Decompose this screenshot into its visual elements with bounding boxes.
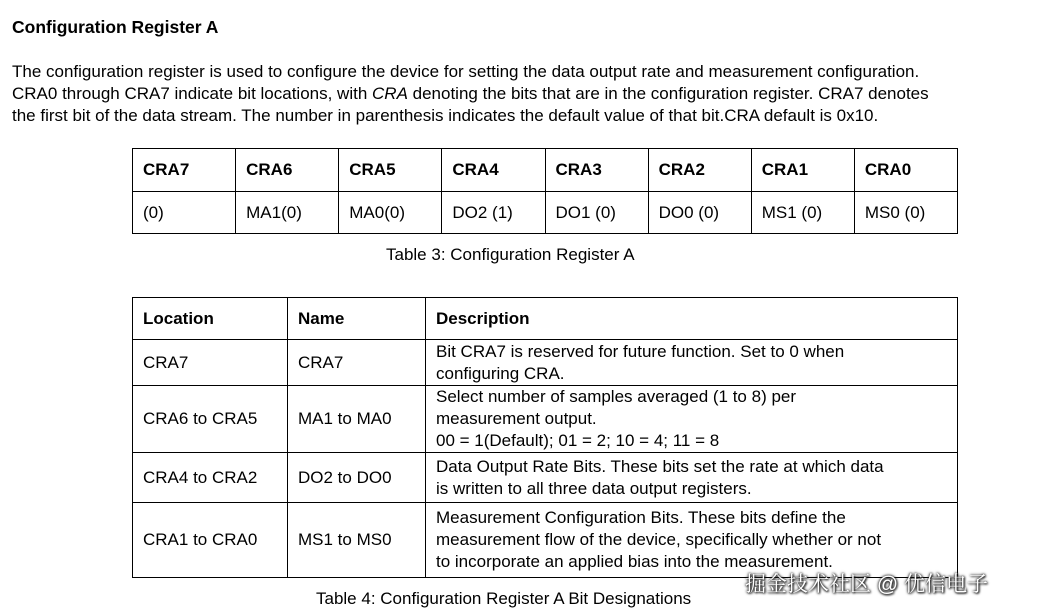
- description-line: Measurement Configuration Bits. These bits define the: [436, 508, 846, 527]
- location-cell: CRA4 to CRA2: [133, 453, 288, 503]
- name-cell: CRA7: [288, 340, 426, 386]
- table-caption: Table 4: Configuration Register A Bit Designations: [316, 589, 692, 608]
- header-cell: CRA5: [339, 149, 442, 192]
- description-cell: [426, 386, 958, 453]
- table-row: [133, 192, 958, 234]
- name-cell: DO2 to DO0: [288, 453, 426, 503]
- paragraph-line: the first bit of the data stream. The number in parenthesis indicates the default value of that bit.CRA default is 0x10.: [12, 106, 879, 125]
- table-header-row: [133, 149, 958, 192]
- description-line: to incorporate an applied bias into the measurement.: [436, 552, 833, 571]
- table-cell: (0): [133, 192, 236, 234]
- paragraph-line: The configuration register is used to configure the device for setting the data output rate and measurement configuration.: [12, 62, 920, 81]
- register-bits-table: [132, 148, 958, 234]
- header-cell: CRA1: [751, 149, 854, 192]
- location-cell: CRA7: [133, 340, 288, 386]
- table-header-row: [133, 298, 958, 340]
- header-cell: CRA3: [545, 149, 648, 192]
- section-heading: Configuration Register A: [12, 17, 219, 37]
- table-row: [133, 453, 958, 503]
- table-cell: MS1 (0): [751, 192, 854, 234]
- bit-designations-table: [132, 297, 958, 578]
- header-cell: CRA0: [854, 149, 957, 192]
- description-cell: [426, 453, 958, 503]
- location-cell: CRA1 to CRA0: [133, 503, 288, 578]
- header-cell: Description: [426, 298, 958, 340]
- header-cell: Name: [288, 298, 426, 340]
- location-cell: CRA6 to CRA5: [133, 386, 288, 453]
- header-cell: CRA7: [133, 149, 236, 192]
- description-line: Select number of samples averaged (1 to 8) per: [436, 387, 797, 406]
- table-row: [133, 386, 958, 453]
- description-cell: [426, 340, 958, 386]
- table-row: [133, 340, 958, 386]
- header-cell: CRA2: [648, 149, 751, 192]
- description-line: Bit CRA7 is reserved for future function. Set to 0 when: [436, 341, 845, 361]
- table-cell: MA0(0): [339, 192, 442, 234]
- table-cell: MA1(0): [236, 192, 339, 234]
- description-line: is written to all three data output registers.: [436, 478, 752, 498]
- table-cell: DO0 (0): [648, 192, 751, 234]
- header-cell: CRA4: [442, 149, 545, 192]
- description-line: measurement output.: [436, 409, 597, 428]
- paragraph-line: CRA0 through CRA7 indicate bit locations, with CRA denoting the bits that are in the configuration register. CRA7 denotes: [12, 84, 929, 103]
- description-line: measurement flow of the device, specifically whether or not: [436, 530, 882, 549]
- description-line: Data Output Rate Bits. These bits set the rate at which data: [436, 456, 884, 476]
- header-cell: CRA6: [236, 149, 339, 192]
- table-row: [133, 503, 958, 578]
- table-cell: MS0 (0): [854, 192, 957, 234]
- table-cell: DO1 (0): [545, 192, 648, 234]
- table-caption: Table 3: Configuration Register A: [386, 245, 635, 264]
- name-cell: MS1 to MS0: [288, 503, 426, 578]
- watermark: 掘金技术社区 @ 优信电子: [745, 573, 988, 596]
- description-cell: [426, 503, 958, 578]
- table-cell: DO2 (1): [442, 192, 545, 234]
- description-line: 00 = 1(Default); 01 = 2; 10 = 4; 11 = 8: [436, 431, 720, 450]
- header-cell: Location: [133, 298, 288, 340]
- description-line: configuring CRA.: [436, 363, 565, 383]
- name-cell: MA1 to MA0: [288, 386, 426, 453]
- description-paragraph: [12, 61, 1047, 127]
